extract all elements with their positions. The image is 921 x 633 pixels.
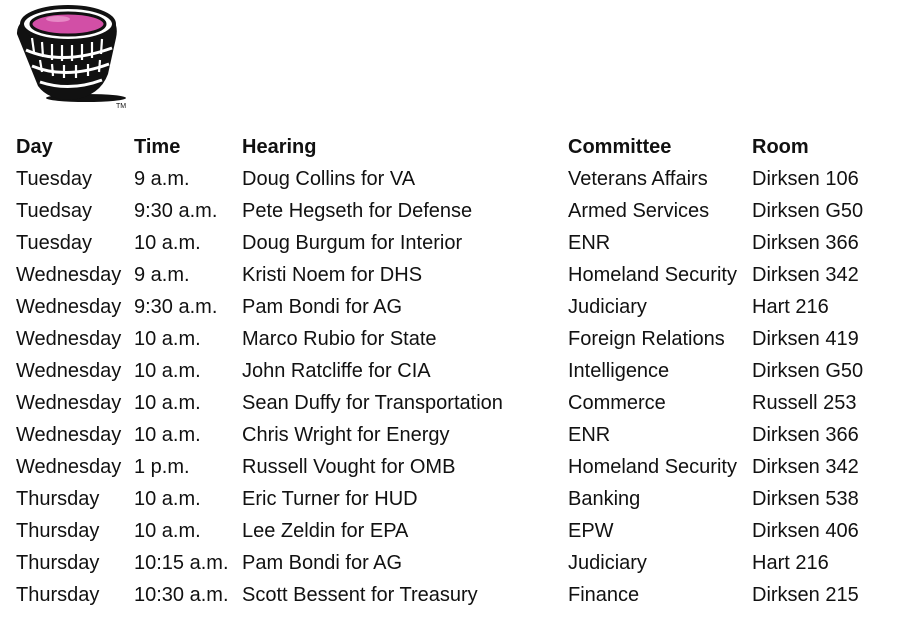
cell-day: Wednesday [16,392,122,414]
cell-time: 9:30 a.m. [134,296,218,318]
cell-day: Tuesday [16,232,92,254]
cell-day: Wednesday [16,264,122,286]
cell-committee: Commerce [568,392,666,414]
cell-day: Wednesday [16,424,122,446]
table-row [16,483,892,515]
cell-time: 10 a.m. [134,232,201,254]
cell-day: Tuesday [16,168,92,190]
cell-hearing: Pam Bondi for AG [242,552,403,574]
cell-committee: ENR [568,424,611,446]
cell-room: Dirksen 419 [752,328,859,350]
cell-hearing: Kristi Noem for DHS [242,264,423,286]
cell-committee: Judiciary [568,552,647,574]
table-row [16,227,892,259]
cell-day: Thursday [16,488,100,510]
cell-time: 10 a.m. [134,488,201,510]
cell-committee: Finance [568,584,640,606]
cell-committee: Judiciary [568,296,647,318]
cell-room: Dirksen 366 [752,424,859,446]
cell-day: Wednesday [16,296,122,318]
header-hearing: Hearing [242,136,317,158]
cell-hearing: Doug Burgum for Interior [242,232,463,254]
cell-time: 9 a.m. [134,168,190,190]
table-row [16,291,892,323]
cell-hearing: Lee Zeldin for EPA [242,520,409,542]
cell-hearing: John Ratcliffe for CIA [242,360,431,382]
cell-time: 10 a.m. [134,328,201,350]
cell-hearing: Doug Collins for VA [242,168,416,190]
cell-day: Thursday [16,552,100,574]
cell-hearing: Sean Duffy for Transportation [242,392,503,414]
cell-time: 10:15 a.m. [134,552,229,574]
cell-room: Dirksen G50 [752,360,864,382]
camera-lens-icon [12,2,132,110]
cell-time: 9:30 a.m. [134,200,218,222]
header-committee: Committee [568,136,672,158]
cell-time: 10 a.m. [134,520,201,542]
table-header-row [16,131,892,163]
cell-committee: Banking [568,488,641,510]
table-row [16,323,892,355]
cell-time: 9 a.m. [134,264,190,286]
cell-committee: ENR [568,232,611,254]
cell-day: Wednesday [16,360,122,382]
cell-room: Dirksen 215 [752,584,859,606]
cell-time: 10 a.m. [134,424,201,446]
cell-hearing: Chris Wright for Energy [242,424,450,446]
table-row [16,387,892,419]
table-row [16,419,892,451]
cell-room: Dirksen 342 [752,456,859,478]
table-row [16,547,892,579]
cell-hearing: Russell Vought for OMB [242,456,456,478]
cell-day: Thursday [16,520,100,542]
cell-room: Russell 253 [752,392,857,414]
cell-room: Dirksen 538 [752,488,859,510]
cell-room: Dirksen 366 [752,232,859,254]
cell-room: Hart 216 [752,552,829,574]
header-time: Time [134,136,181,158]
cell-committee: Homeland Security [568,264,737,286]
table-row [16,451,892,483]
cell-committee: Intelligence [568,360,670,382]
svg-text:TM: TM [116,103,127,110]
cell-time: 10 a.m. [134,392,201,414]
cell-room: Dirksen G50 [752,200,864,222]
cell-room: Dirksen 342 [752,264,859,286]
cell-time: 1 p.m. [134,456,190,478]
table-row [16,195,892,227]
cell-committee: Veterans Affairs [568,168,708,190]
cell-committee: EPW [568,520,614,542]
table-row [16,579,892,611]
header-day: Day [16,136,53,158]
cell-day: Wednesday [16,456,122,478]
cell-hearing: Marco Rubio for State [242,328,437,350]
cell-time: 10 a.m. [134,360,201,382]
cell-day: Tuedsay [16,200,92,222]
cell-committee: Foreign Relations [568,328,725,350]
cell-hearing: Pam Bondi for AG [242,296,403,318]
table-row [16,355,892,387]
cell-committee: Homeland Security [568,456,737,478]
table-row [16,259,892,291]
hearing-schedule-table [16,131,892,611]
header-room: Room [752,136,809,158]
table-row [16,515,892,547]
cell-day: Wednesday [16,328,122,350]
cell-room: Hart 216 [752,296,829,318]
cell-room: Dirksen 406 [752,520,859,542]
cell-hearing: Scott Bessent for Treasury [242,584,478,606]
cell-committee: Armed Services [568,200,710,222]
cell-day: Thursday [16,584,100,606]
cell-hearing: Eric Turner for HUD [242,488,418,510]
cell-hearing: Pete Hegseth for Defense [242,200,473,222]
cell-room: Dirksen 106 [752,168,859,190]
table-row [16,163,892,195]
cell-time: 10:30 a.m. [134,584,229,606]
